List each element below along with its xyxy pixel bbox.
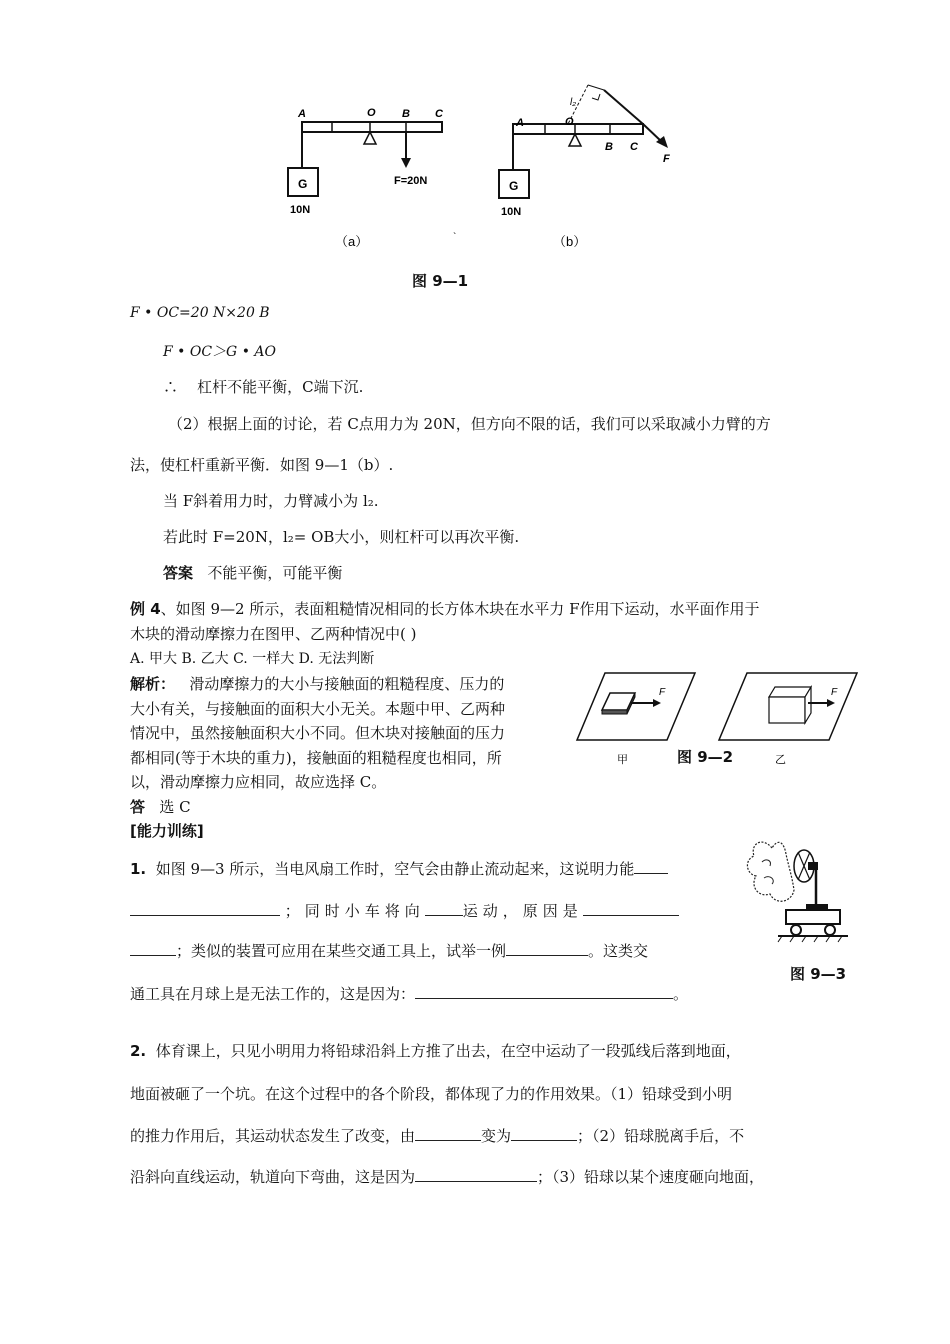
q2-line-1 bbox=[130, 1040, 741, 1061]
q2-line-4 bbox=[130, 1166, 764, 1187]
example4-line-2: 木块的滑动摩擦力在图甲、乙两种情况中( ) bbox=[130, 625, 417, 643]
q1-line-2b: 运动，原因是 bbox=[462, 902, 583, 920]
answer-label: 答案 bbox=[163, 564, 194, 582]
diagram-yi bbox=[719, 673, 857, 766]
figure-9-1-caption: 图 9—1 bbox=[412, 272, 469, 290]
label-jia: 甲 bbox=[617, 754, 628, 766]
label-l2: l₂ bbox=[570, 97, 577, 108]
answer-blank[interactable] bbox=[511, 1126, 577, 1141]
therefore-symbol: ∴ bbox=[163, 378, 179, 396]
analysis-line: 情况中，虽然接触面积大小不同。但木块对接触面的压力 bbox=[130, 724, 506, 742]
label-G: G bbox=[509, 179, 519, 193]
q2-line-3a: 的推力作用后，其运动状态发生了改变，由 bbox=[130, 1127, 416, 1145]
figure-9-2-caption: 图 9—2 bbox=[677, 748, 734, 766]
q2-line-2: 地面被砸了一个坑。在这个过程中的各个阶段，都体现了力的作用效果。（1）铅球受到小明 bbox=[130, 1085, 733, 1103]
label-G: G bbox=[298, 177, 308, 191]
label-A: A bbox=[298, 108, 306, 120]
q1-line-4a: 通工具在月球上是无法工作的，这是因为： bbox=[130, 985, 416, 1003]
force-label: F bbox=[659, 687, 666, 698]
training-heading: [能力训练] bbox=[130, 822, 204, 840]
answer-blank[interactable] bbox=[415, 984, 673, 999]
answer-blank[interactable] bbox=[415, 1126, 481, 1141]
solution-line-4: （2）根据上面的讨论，若 C点用力为 20N，但方向不限的话，我们可以采取减小力臂的方 bbox=[168, 415, 771, 433]
lever-diagram-b bbox=[499, 85, 670, 218]
q1-line-2 bbox=[130, 900, 679, 921]
caption-b: （b） bbox=[553, 234, 587, 249]
answer-blank[interactable] bbox=[130, 941, 176, 956]
label-C: C bbox=[435, 108, 443, 120]
q2-line-3b: 变为 bbox=[481, 1127, 512, 1145]
label-B: B bbox=[605, 141, 613, 153]
answer-blank[interactable] bbox=[415, 1167, 537, 1182]
q2-line-4b: ；（3）铅球以某个速度砸向地面， bbox=[537, 1168, 765, 1186]
q1-line-3 bbox=[130, 940, 648, 961]
lever-diagram-a bbox=[288, 107, 444, 216]
figure-9-3-caption: 图 9—3 bbox=[790, 965, 847, 983]
q1-line-3a: ；类似的装置可应用在某些交通工具上，试举一例 bbox=[176, 942, 507, 960]
answer-blank[interactable] bbox=[583, 901, 679, 916]
solution-line-1: F • OC=20 N×20 B bbox=[130, 305, 270, 321]
solution-line-5: 法，使杠杆重新平衡．如图 9—1（b）. bbox=[130, 456, 394, 474]
q1-line-4b: 。 bbox=[673, 985, 689, 1003]
solution-line-3 bbox=[163, 376, 363, 397]
figure-9-3 bbox=[742, 826, 852, 946]
label-yi: 乙 bbox=[775, 754, 786, 766]
example4-line-1-text: 、如图 9—2 所示，表面粗糙情况相同的长方体木块在水平力 F作用下运动，水平面作用于 bbox=[160, 600, 760, 618]
caption-a: （a） bbox=[335, 234, 369, 249]
answer-blank[interactable] bbox=[634, 859, 668, 874]
answer-row bbox=[163, 562, 342, 583]
weight-label: 10N bbox=[290, 204, 311, 216]
q1-line-2a: ；同时小车将向 bbox=[284, 902, 425, 920]
example4-answer-label: 答 bbox=[130, 798, 146, 816]
analysis-label: 解析： bbox=[130, 675, 176, 693]
q1-line-4 bbox=[130, 983, 688, 1004]
solution-line-7: 若此时 F=20N，l₂= OB大小，则杠杆可以再次平衡. bbox=[163, 528, 520, 546]
analysis-line: 以，滑动摩擦力应相同，故应选择 C。 bbox=[130, 773, 387, 791]
figure-9-1 bbox=[270, 80, 690, 260]
q1-line-1 bbox=[130, 858, 668, 879]
analysis-line: 都相同(等于木块的重力)，接触面的粗糙程度也相同，所 bbox=[130, 748, 502, 767]
example4-answer-row bbox=[130, 796, 191, 817]
example4-analysis bbox=[130, 672, 505, 795]
label-O: O bbox=[367, 107, 376, 119]
q2-line-3c: ；（2）铅球脱离手后，不 bbox=[577, 1127, 745, 1145]
q1-line-3b: 。这类交 bbox=[588, 942, 649, 960]
answer-blank[interactable] bbox=[130, 901, 280, 916]
q2-number: 2. bbox=[130, 1042, 147, 1060]
answer-blank[interactable] bbox=[506, 941, 588, 956]
q2-line-1-text: 体育课上，只见小明用力将铅球沿斜上方推了出去，在空中运动了一段弧线后落到地面， bbox=[155, 1042, 741, 1060]
solution-line-3-text: 杠杆不能平衡，C端下沉. bbox=[197, 378, 364, 396]
analysis-line: 大小有关，与接触面的面积大小无关。本题中甲、乙两种 bbox=[130, 699, 506, 718]
q2-line-4a: 沿斜向直线运动，轨道向下弯曲，这是因为 bbox=[130, 1168, 416, 1186]
weight-label: 10N bbox=[501, 206, 522, 218]
force-label: F=20N bbox=[394, 175, 428, 187]
example4-line-1 bbox=[130, 598, 759, 619]
q1-number: 1. bbox=[130, 860, 147, 878]
example4-options: A. 甲大 B. 乙大 C. 一样大 D. 无法判断 bbox=[130, 651, 375, 667]
fan-cart-illustration bbox=[747, 842, 848, 942]
label-C: C bbox=[630, 141, 638, 153]
answer-text: 不能平衡，可能平衡 bbox=[207, 564, 343, 582]
q2-line-3 bbox=[130, 1125, 744, 1146]
example4-answer-text: 选 C bbox=[159, 798, 191, 816]
answer-blank[interactable] bbox=[425, 901, 463, 916]
label-F: F bbox=[663, 153, 670, 165]
example4-label: 例 4 bbox=[130, 600, 161, 618]
tick-mark: ` bbox=[453, 232, 457, 243]
label-B: B bbox=[402, 108, 410, 120]
solution-line-6: 当 F斜着用力时，力臂减小为 l₂. bbox=[163, 492, 379, 510]
label-A: A bbox=[516, 117, 524, 129]
solution-line-2: F • OC＞G • AO bbox=[163, 344, 276, 360]
force-label: F bbox=[831, 687, 838, 698]
q1-line-1-text: 如图 9—3 所示，当电风扇工作时，空气会由静止流动起来，这说明力能 bbox=[155, 860, 635, 878]
label-O: O bbox=[565, 116, 574, 128]
analysis-line: 滑动摩擦力的大小与接触面的粗糙程度、压力的 bbox=[189, 675, 505, 693]
